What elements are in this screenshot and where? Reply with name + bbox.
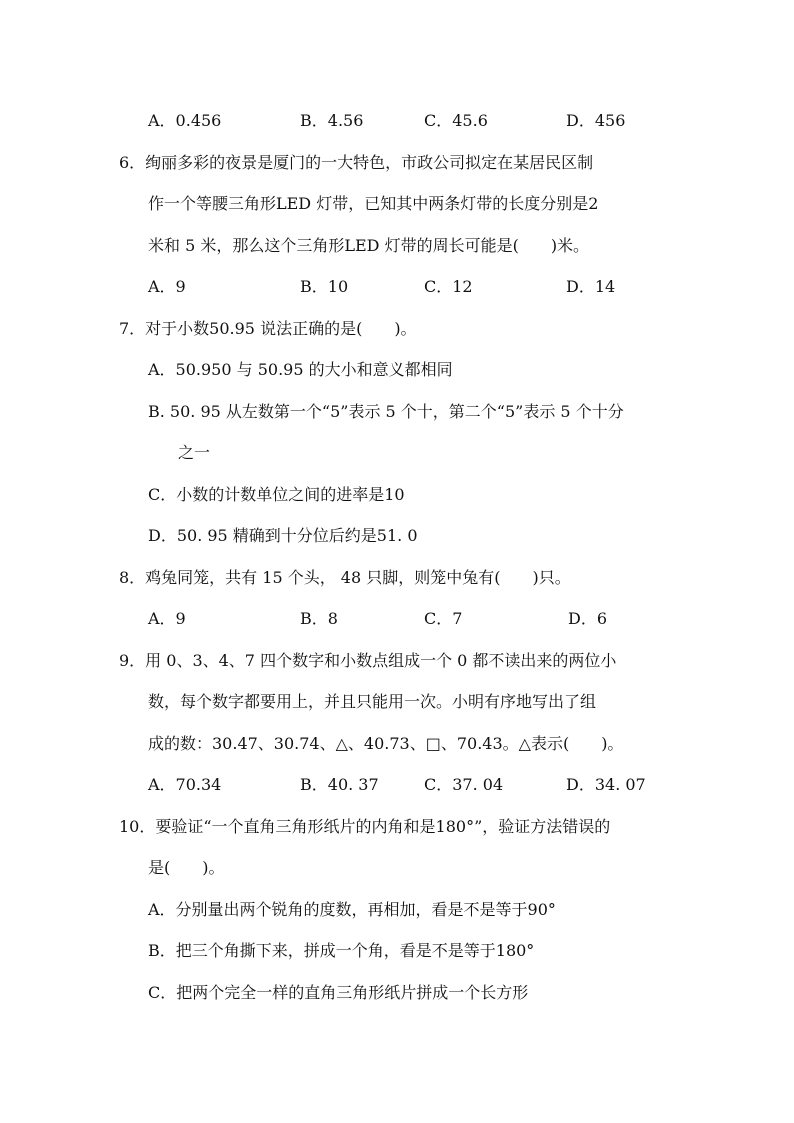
q5-option-c: C．45.6 xyxy=(424,111,488,130)
q7-option-a: A．50.950 与 50.95 的大小和意义都相同 xyxy=(148,360,453,379)
q5-option-a: A．0.456 xyxy=(148,111,222,130)
q8-stem: 8．鸡兔同笼，共有 15 个头， 48 只脚，则笼中兔有( )只。 xyxy=(119,568,571,587)
q6-option-b: B．10 xyxy=(300,277,349,296)
q10-option-a: A．分别量出两个锐角的度数，再相加，看是不是等于90° xyxy=(148,900,556,919)
q10-option-b: B．把三个角撕下来，拼成一个角，看是不是等于180° xyxy=(148,941,535,960)
q6-stem-line-2: 作一个等腰三角形LED 灯带，已知其中两条灯带的长度分别是2 xyxy=(148,194,599,213)
q5-option-d: D．456 xyxy=(566,111,626,130)
q6-option-a: A．9 xyxy=(148,277,186,296)
q8-option-b: B．8 xyxy=(300,609,338,628)
q10-stem-line-2: 是( )。 xyxy=(148,858,225,877)
q10-option-c: C．把两个完全一样的直角三角形纸片拼成一个长方形 xyxy=(148,983,529,1002)
q6-option-c: C．12 xyxy=(424,277,473,296)
q9-option-c: C．37. 04 xyxy=(424,775,504,794)
q9-stem-line-2: 数，每个数字都要用上，并且只能用一次。小明有序地写出了组 xyxy=(148,692,597,711)
q9-option-a: A．70.34 xyxy=(148,775,222,794)
q9-option-b: B．40. 37 xyxy=(300,775,379,794)
q7-option-b-line-1: B. 50. 95 从左数第一个“5”表示 5 个十，第二个“5”表示 5 个十分 xyxy=(148,402,624,421)
q7-option-b-line-2: 之一 xyxy=(178,443,211,462)
q8-option-a: A．9 xyxy=(148,609,186,628)
q6-stem-line-1: 6．绚丽多彩的夜景是厦门的一大特色，市政公司拟定在某居民区制 xyxy=(119,153,594,172)
q7-option-c: C．小数的计数单位之间的进率是10 xyxy=(148,485,405,504)
q5-option-b: B．4.56 xyxy=(300,111,364,130)
q6-option-d: D．14 xyxy=(566,277,616,296)
q10-stem-line-1: 10．要验证“一个直角三角形纸片的内角和是180°”，验证方法错误的 xyxy=(119,817,611,836)
q6-stem-line-3: 米和 5 米，那么这个三角形LED 灯带的周长可能是( )米。 xyxy=(148,236,590,255)
q9-stem-line-1: 9．用 0、3、4、7 四个数字和小数点组成一个 0 都不读出来的两位小 xyxy=(119,651,617,670)
q7-stem: 7．对于小数50.95 说法正确的是( )。 xyxy=(119,319,417,338)
q7-option-d: D．50. 95 精确到十分位后约是51. 0 xyxy=(148,526,418,545)
q9-stem-line-3: 成的数：30.47、30.74、△、40.73、□、70.43。△表示( )。 xyxy=(148,734,624,753)
q9-option-d: D．34. 07 xyxy=(566,775,646,794)
q8-option-d: D．6 xyxy=(568,609,608,628)
q8-option-c: C．7 xyxy=(424,609,463,628)
